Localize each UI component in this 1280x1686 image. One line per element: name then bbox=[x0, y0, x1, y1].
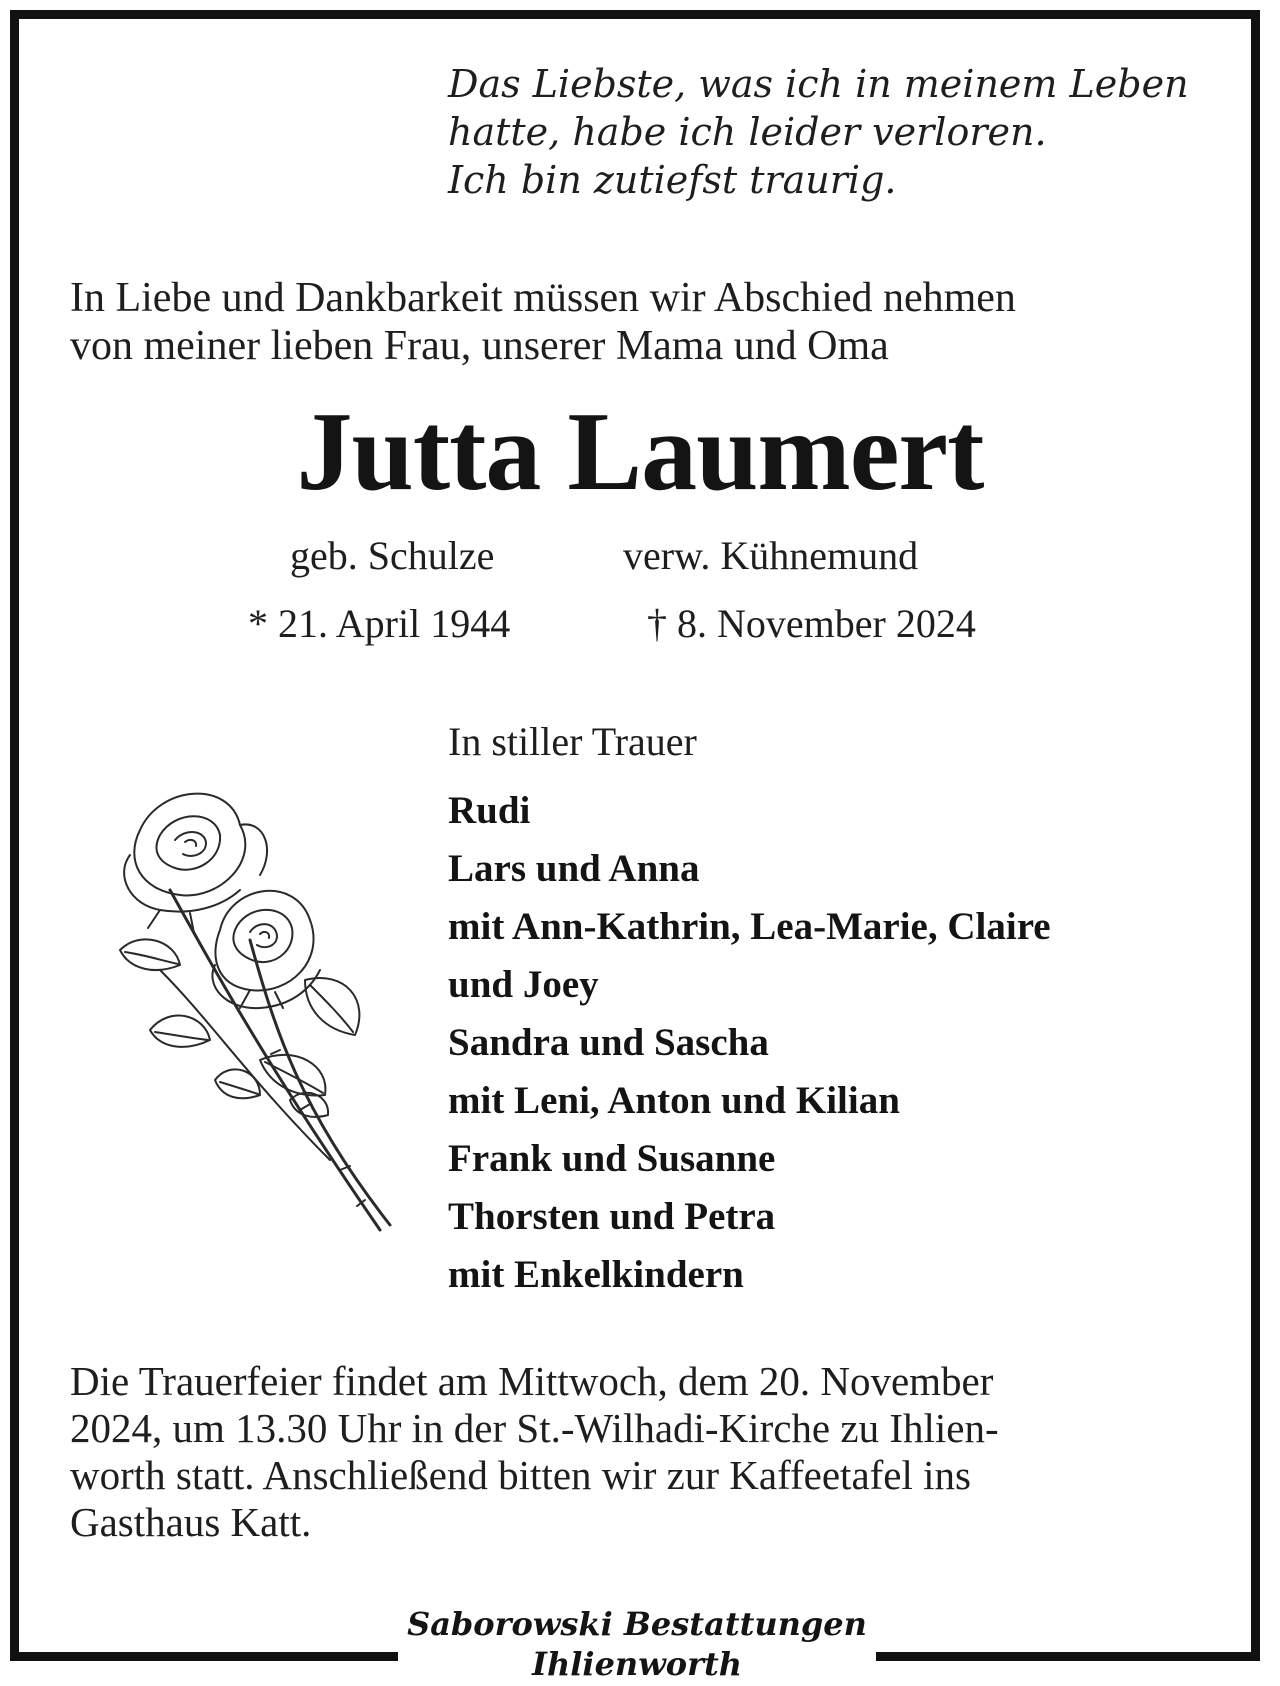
list-item: mit Enkelkindern bbox=[448, 1253, 744, 1296]
mourning-intro: In stiller Trauer bbox=[448, 719, 697, 764]
list-item: Frank und Susanne bbox=[448, 1137, 776, 1180]
intro-text bbox=[70, 274, 1220, 370]
poem-line: hatte, habe ich leider verloren. bbox=[448, 110, 1047, 154]
undertaker-location: Ihlienworth bbox=[532, 1645, 742, 1683]
service-details bbox=[70, 1358, 1210, 1546]
mourners-list bbox=[448, 782, 1238, 1304]
service-line: Die Trauerfeier findet am Mittwoch, dem 20. November bbox=[70, 1358, 994, 1404]
list-item: Lars und Anna bbox=[448, 847, 700, 890]
intro-line: von meiner lieben Frau, unserer Mama und Oma bbox=[70, 323, 889, 369]
service-line: Gasthaus Katt. bbox=[70, 1499, 312, 1545]
list-item: mit Leni, Anton und Kilian bbox=[448, 1079, 900, 1122]
poem-line: Ich bin zutiefst traurig. bbox=[448, 158, 897, 202]
roses-illustration bbox=[100, 780, 420, 1260]
bottom-rule-left bbox=[10, 1652, 398, 1661]
service-line: worth statt. Anschließend bitten wir zur Kaffeetafel ins bbox=[70, 1452, 971, 1498]
list-item: mit Ann-Kathrin, Lea-Marie, Claire bbox=[448, 905, 1051, 948]
deceased-name: Jutta Laumert bbox=[296, 390, 984, 514]
bottom-rule-right bbox=[876, 1652, 1260, 1661]
poem-line: Das Liebste, was ich in meinem Leben bbox=[448, 62, 1189, 106]
maiden-name: geb. Schulze bbox=[290, 533, 495, 578]
widowed-name: verw. Kühnemund bbox=[623, 533, 919, 578]
poem bbox=[448, 60, 1228, 204]
death-date: † 8. November 2024 bbox=[647, 601, 976, 646]
undertaker-name: Saborowski Bestattungen bbox=[407, 1605, 867, 1643]
list-item: und Joey bbox=[448, 963, 599, 1006]
intro-line: In Liebe und Dankbarkeit müssen wir Abschied nehmen bbox=[70, 275, 1016, 321]
list-item: Rudi bbox=[448, 789, 531, 832]
service-line: 2024, um 13.30 Uhr in der St.-Wilhadi-Kirche zu Ihlien- bbox=[70, 1405, 999, 1451]
list-item: Thorsten und Petra bbox=[448, 1195, 776, 1238]
birth-date: * 21. April 1944 bbox=[248, 601, 511, 646]
list-item: Sandra und Sascha bbox=[448, 1021, 769, 1064]
